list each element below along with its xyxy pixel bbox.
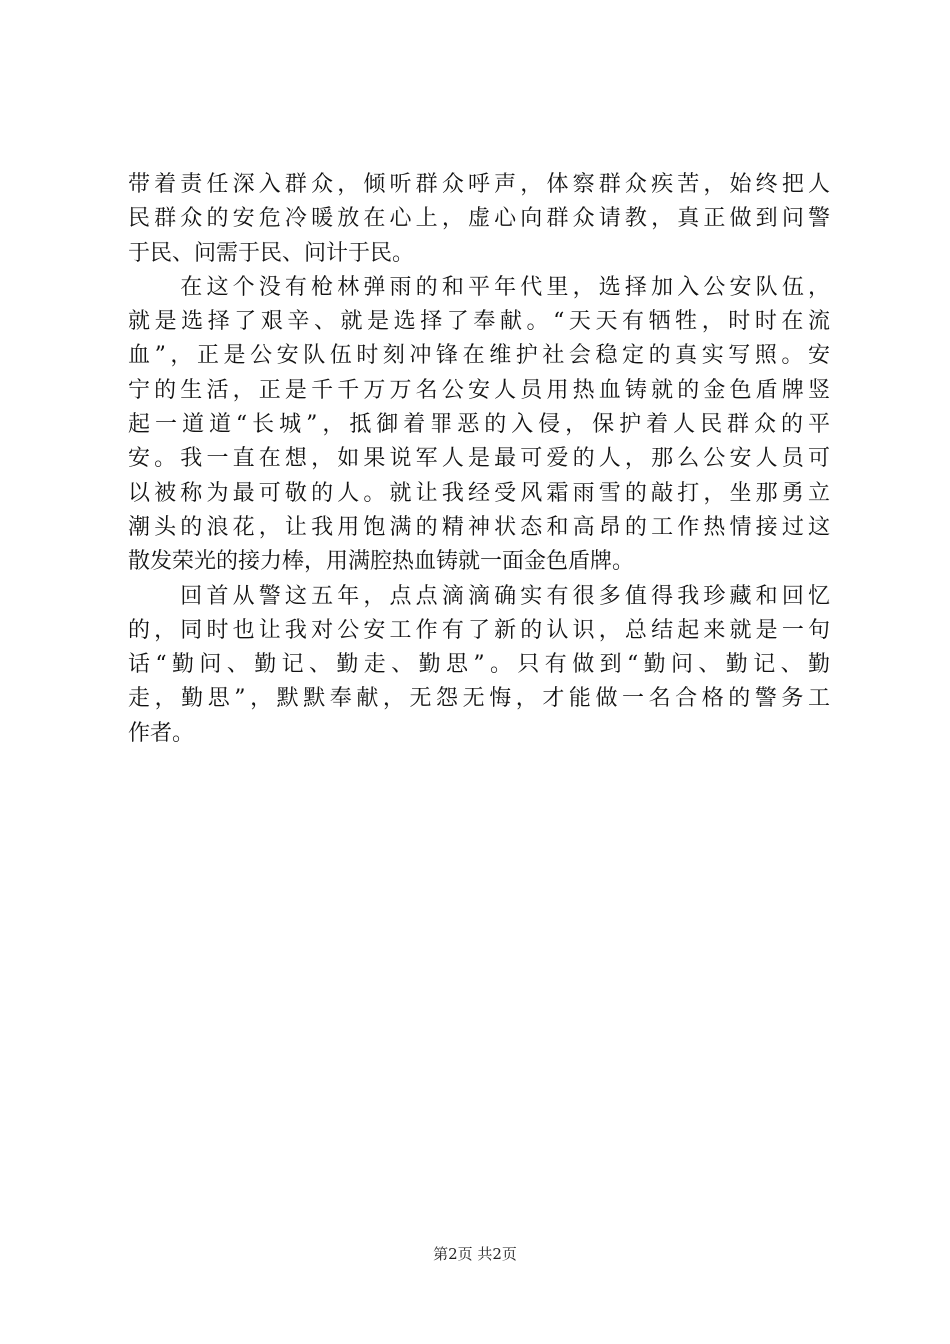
text-line: 潮头的浪花，让我用饱满的精神状态和高昂的工作热情接过这: [128, 514, 830, 540]
text-line: 带着责任深入群众，倾听群众呼声，体察群众疾苦，始终把人: [128, 172, 830, 197]
text-line: 宁的生活，正是千千万万名公安人员用热血铸就的金色盾牌竖: [128, 377, 830, 403]
text-line: 走，勤思”，默默奉献，无怨无悔，才能做一名合格的警务工: [128, 686, 830, 712]
body-text: [128, 168, 830, 751]
text-line: 起一道道“长城”，抵御着罪恶的入侵，保护着人民群众的平: [128, 412, 830, 438]
text-line: 在这个没有枪林弹雨的和平年代里，选择加入公安队伍，: [128, 274, 830, 300]
text-line: 话“勤问、勤记、勤走、勤思”。只有做到“勤问、勤记、勤: [128, 652, 830, 678]
text-line: 血”，正是公安队伍时刻冲锋在维护社会稳定的真实写照。安: [128, 343, 830, 369]
text-line: 回首从警这五年，点点滴滴确实有很多值得我珍藏和回忆: [128, 583, 830, 609]
text-line: 安。我一直在想，如果说军人是最可爱的人，那么公安人员可: [128, 446, 830, 472]
text-line: 以被称为最可敬的人。就让我经受风霜雨雪的敲打，坐那勇立: [128, 480, 830, 506]
text-line: 于民、问需于民、问计于民。: [128, 240, 415, 266]
page-number: 第2页 共2页: [433, 1245, 517, 1263]
text-line: 民群众的安危冷暖放在心上，虚心向群众请教，真正做到问警: [128, 206, 830, 232]
text-line: 就是选择了艰辛、就是选择了奉献。“天天有牺牲，时时在流: [128, 309, 830, 335]
text-line: 的，同时也让我对公安工作有了新的认识，总结起来就是一句: [128, 617, 830, 643]
text-line: 作者。: [128, 720, 195, 746]
text-line: 散发荣光的接力棒，用满腔热血铸就一面金色盾牌。: [128, 549, 635, 575]
